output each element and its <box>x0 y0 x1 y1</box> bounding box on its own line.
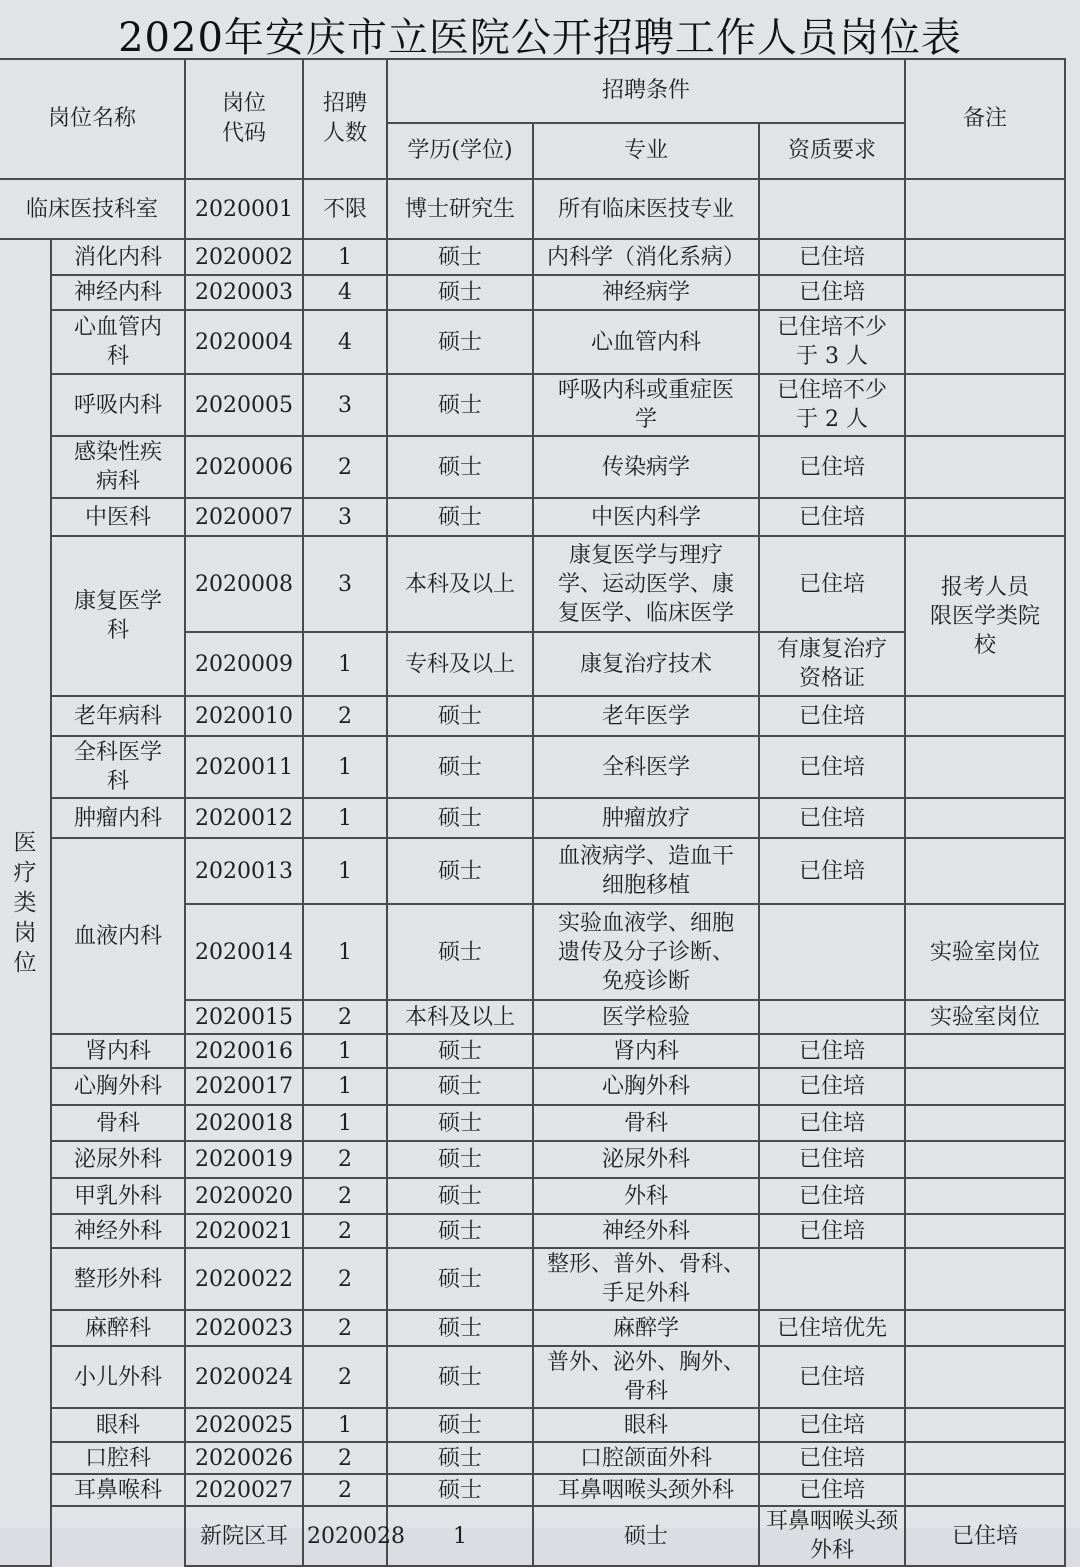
header-qualification: 资质要求 <box>759 123 905 179</box>
remark-cell: 报考人员 限医学类院 校 <box>905 536 1065 696</box>
table-row: 心血管内 科 2020004 4 硕士 心血管内科 已住培不少 于 3 人 <box>0 310 1065 374</box>
table-row: 康复医学 科 2020008 3 本科及以上 康复医学与理疗 学、运动医学、康 复医学、临床医学 已住培 报考人员 限医学类院 校 <box>0 536 1065 632</box>
table-row: 神经内科 2020003 4 硕士 神经病学 已住培 <box>0 275 1065 310</box>
table-row: 临床医技科室 2020001 不限 博士研究生 所有临床医技专业 <box>0 179 1065 239</box>
table-row: 耳鼻喉科 2020027 2 硕士 耳鼻咽喉头颈外科 已住培 <box>0 1474 1065 1506</box>
table-row: 呼吸内科 2020005 3 硕士 呼吸内科或重症医 学 已住培不少 于 2 人 <box>0 374 1065 436</box>
table-row: 小儿外科 2020024 2 硕士 普外、泌外、胸外、 骨科 已住培 <box>0 1346 1065 1408</box>
table-row: 肾内科 2020016 1 硕士 肾内科 已住培 <box>0 1034 1065 1068</box>
table-row: 2020009 1 专科及以上 康复治疗技术 有康复治疗 资格证 <box>0 632 1065 696</box>
table-row: 血液内科 2020013 1 硕士 血液病学、造血干 细胞移植 已住培 <box>0 838 1065 904</box>
header-remarks: 备注 <box>905 59 1065 179</box>
table-row: 心胸外科 2020017 1 硕士 心胸外科 已住培 <box>0 1068 1065 1105</box>
header-major: 专业 <box>533 123 759 179</box>
table-row: 整形外科 2020022 2 硕士 整形、普外、骨科、 手足外科 <box>0 1248 1065 1310</box>
table-row: 泌尿外科 2020019 2 硕士 泌尿外科 已住培 <box>0 1141 1065 1178</box>
table-row: 中医科 2020007 3 硕士 中医内科学 已住培 <box>0 498 1065 536</box>
category-label: 医 疗 类 岗 位 <box>0 239 51 1566</box>
table-row: 感染性疾 病科 2020006 2 硕士 传染病学 已住培 <box>0 436 1065 498</box>
header-post-name: 岗位名称 <box>0 59 185 179</box>
recruitment-table <box>0 58 1066 1567</box>
header-conditions: 招聘条件 <box>387 59 905 123</box>
header-count: 招聘 人数 <box>303 59 387 179</box>
table-row: 骨科 2020018 1 硕士 骨科 已住培 <box>0 1105 1065 1141</box>
table-row: 口腔科 2020026 2 硕士 口腔颌面外科 已住培 <box>0 1442 1065 1474</box>
table-row: 麻醉科 2020023 2 硕士 麻醉学 已住培优先 <box>0 1310 1065 1346</box>
table-row: 老年病科 2020010 2 硕士 老年医学 已住培 <box>0 696 1065 736</box>
table-row: 医 疗 类 岗 位 消化内科 2020002 1 硕士 内科学（消化系病） 已住培 <box>0 239 1065 275</box>
table-row: 全科医学 科 2020011 1 硕士 全科医学 已住培 <box>0 736 1065 798</box>
table-row: 新院区耳 2020028 1 硕士 耳鼻咽喉头颈外科 已住培 <box>0 1506 1065 1566</box>
remark-cell: 实验室岗位 <box>905 1000 1065 1034</box>
header-post-code: 岗位 代码 <box>185 59 303 179</box>
header-row <box>0 59 1065 123</box>
table-row: 2020014 1 硕士 实验血液学、细胞 遗传及分子诊断、 免疫诊断 实验室岗位 <box>0 904 1065 1000</box>
header-education: 学历(学位) <box>387 123 533 179</box>
table-row: 肿瘤内科 2020012 1 硕士 肿瘤放疗 已住培 <box>0 798 1065 838</box>
table-row: 神经外科 2020021 2 硕士 神经外科 已住培 <box>0 1214 1065 1248</box>
table-row: 甲乳外科 2020020 2 硕士 外科 已住培 <box>0 1178 1065 1214</box>
remark-cell: 实验室岗位 <box>905 904 1065 1000</box>
table-row: 2020015 2 本科及以上 医学检验 实验室岗位 <box>0 1000 1065 1034</box>
table-row: 眼科 2020025 1 硕士 眼科 已住培 <box>0 1408 1065 1442</box>
document-title: 2020年安庆市立医院公开招聘工作人员岗位表 <box>118 15 962 61</box>
